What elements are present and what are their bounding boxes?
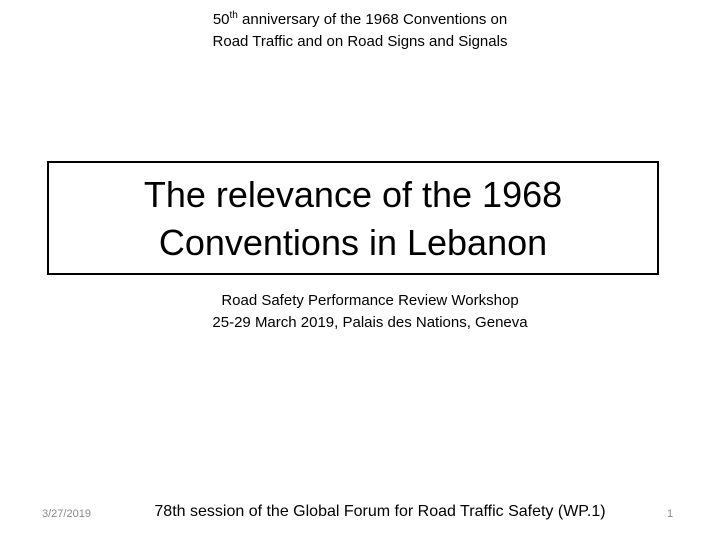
anniversary-line-2: Road Traffic and on Road Signs and Signals: [212, 33, 508, 50]
anniversary-ordinal-suffix: th: [229, 10, 238, 21]
slide-title-line-2: Conventions in Lebanon: [158, 222, 548, 263]
footer-page-number: 1: [667, 508, 674, 520]
workshop-date-venue: 25-29 March 2019, Palais des Nations, Geneva: [212, 314, 528, 331]
footer-date: 3/27/2019: [42, 508, 91, 520]
title-box: [47, 161, 659, 275]
slide-title-line-1: The relevance of the 1968: [143, 174, 563, 215]
anniversary-line-1: [0, 10, 720, 30]
footer-session: 78th session of the Global Forum for Road Traffic Safety (WP.1): [154, 503, 606, 520]
workshop-name: Road Safety Performance Review Workshop: [221, 292, 519, 309]
anniversary-text: anniversary of the 1968 Conventions on: [237, 11, 508, 28]
anniversary-number: 50: [212, 11, 230, 28]
